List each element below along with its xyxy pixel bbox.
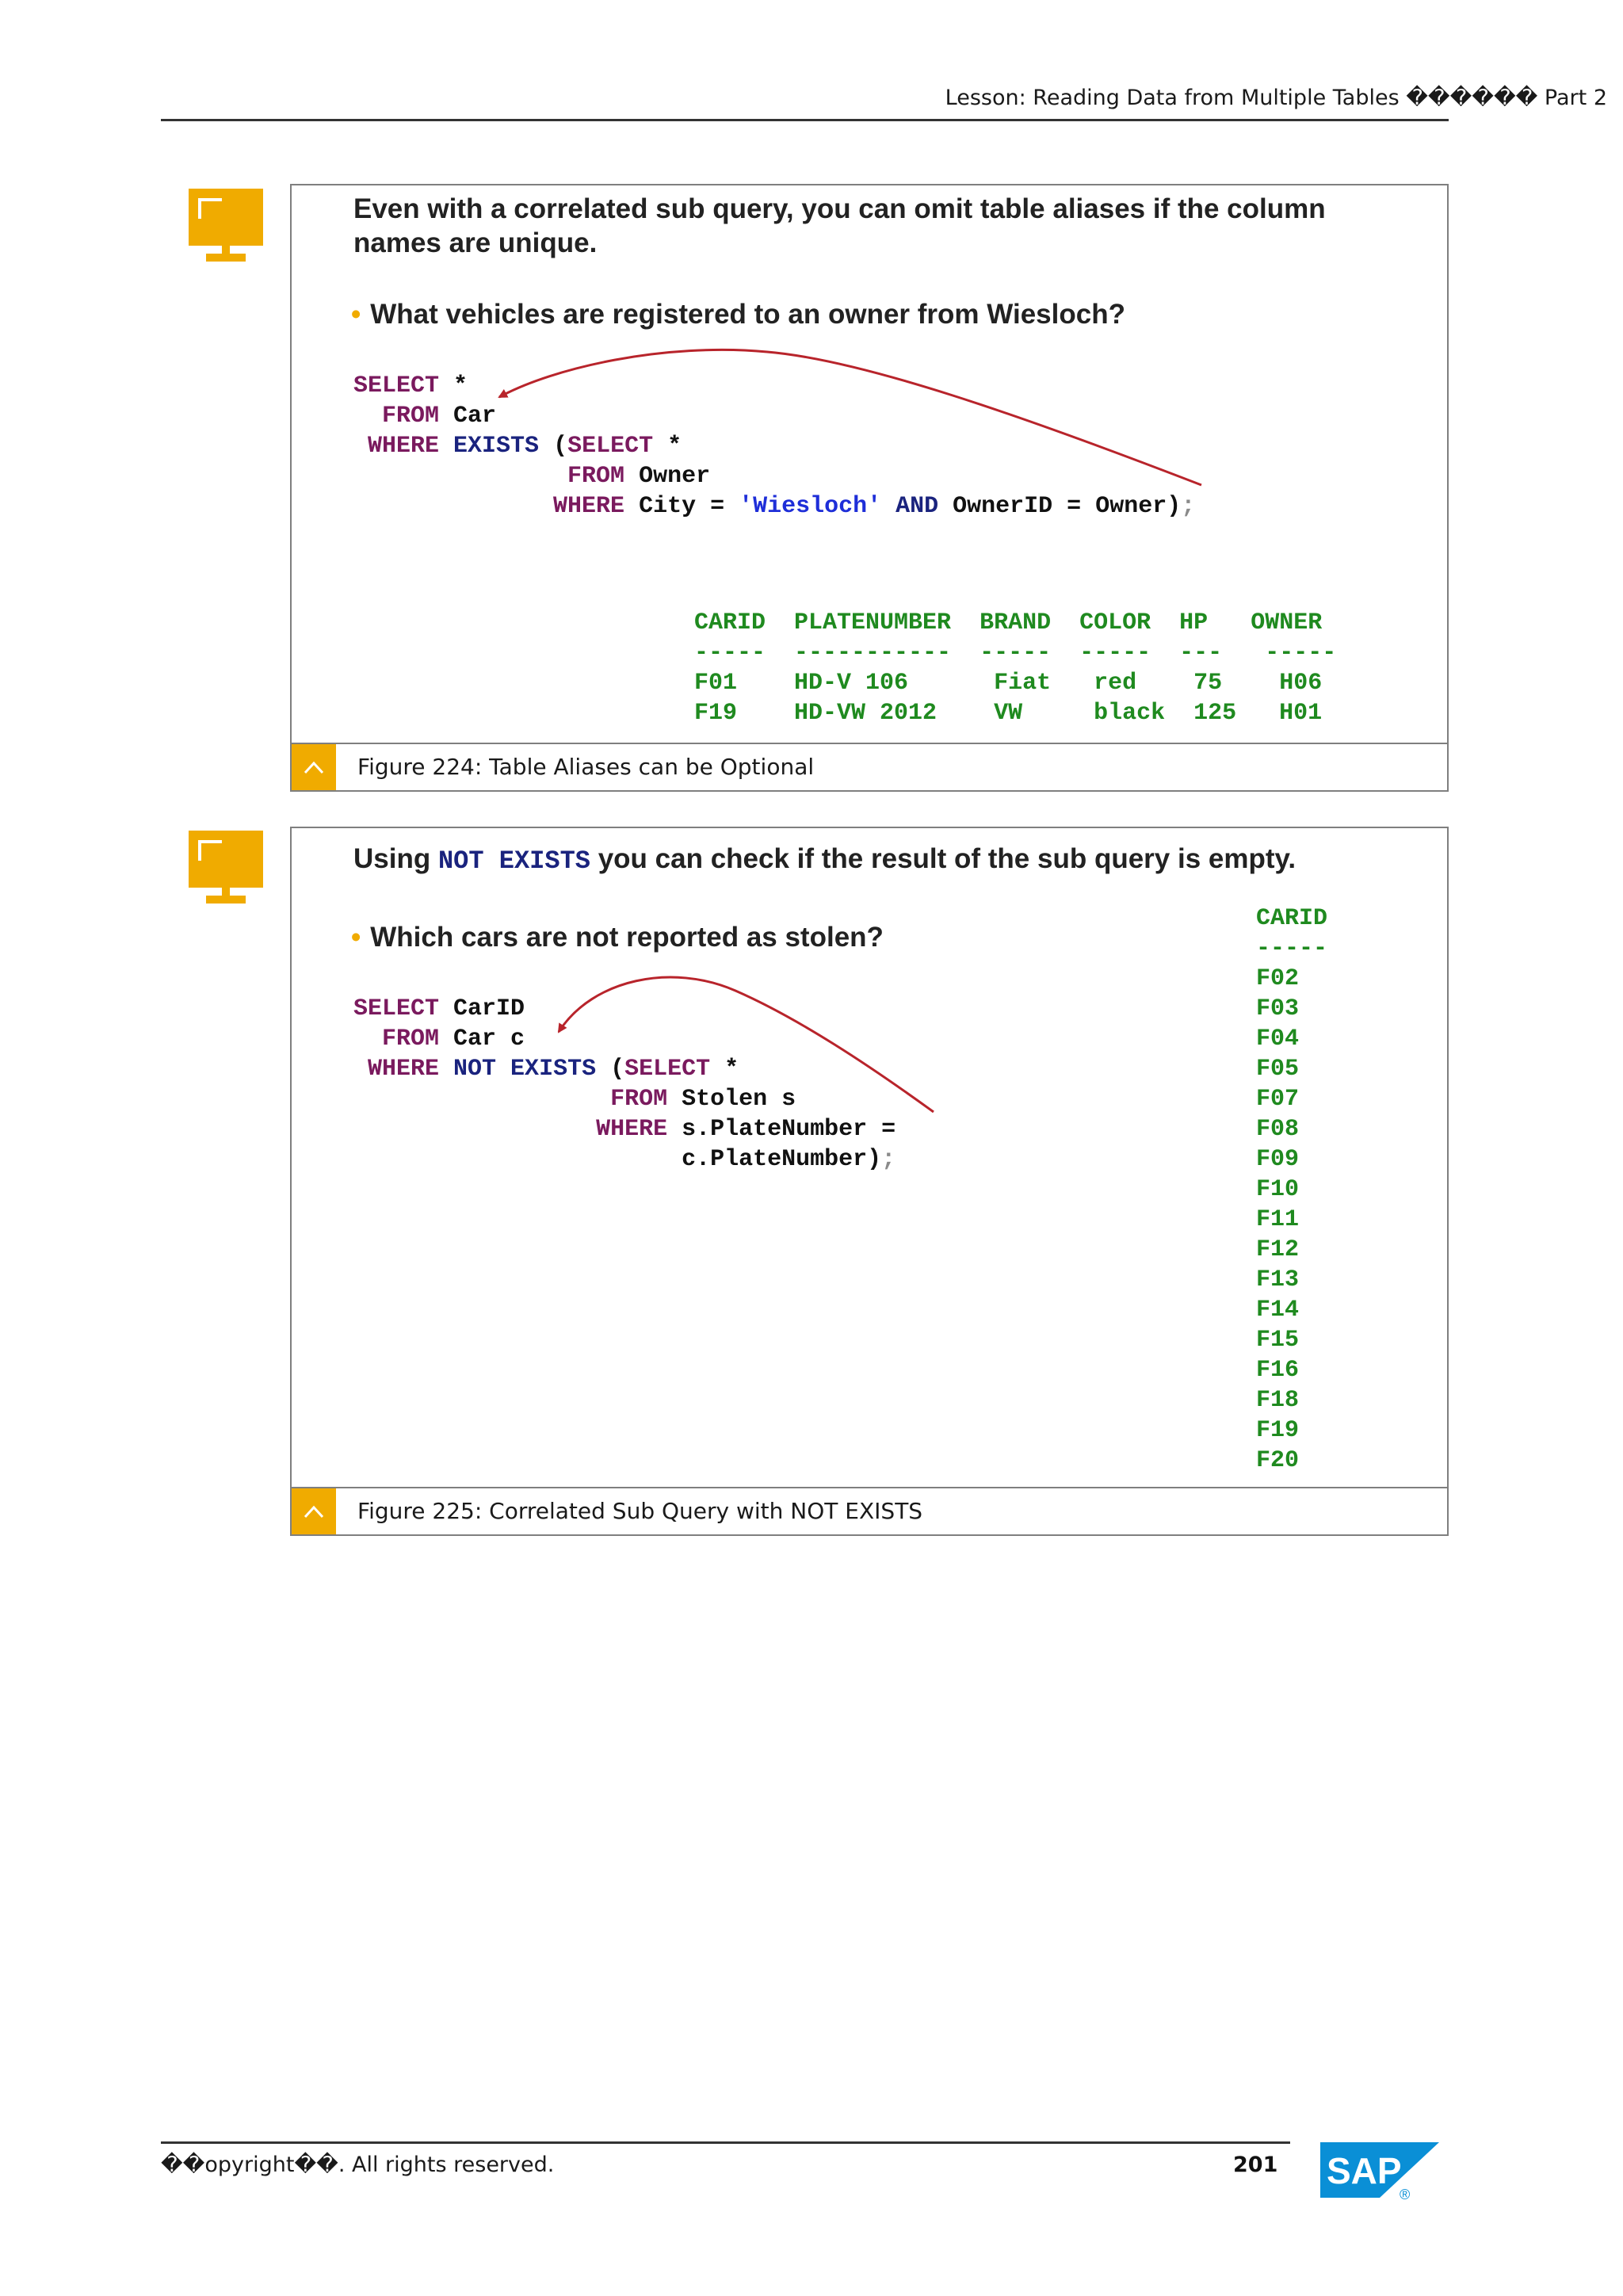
figure-225-caption	[292, 1487, 1447, 1534]
sql-text: Car	[439, 403, 497, 430]
table-cell: F05	[1256, 1056, 1300, 1083]
slide-heading-line1: Even with a correlated sub query, you can omit table aliases if the column	[353, 193, 1326, 224]
table-cell: F02	[1256, 965, 1300, 992]
figure-224-caption	[292, 743, 1447, 790]
bullet-dot: •	[351, 922, 361, 953]
sql-keyword: EXISTS	[453, 433, 540, 460]
sql-keyword: FROM	[382, 1026, 440, 1052]
result-separator-row	[694, 640, 1336, 667]
table-cell: F20	[1256, 1447, 1300, 1474]
column-header: CARID	[694, 609, 766, 636]
header-divider	[161, 119, 1449, 121]
table-cell: F15	[1256, 1327, 1300, 1354]
sql-text: Owner	[624, 463, 711, 490]
sql-text: *	[710, 1056, 739, 1083]
table-cell: F19	[1256, 1417, 1300, 1444]
sql-keyword: FROM	[567, 463, 625, 490]
result-table	[694, 608, 1336, 728]
sql-keyword: NOT EXISTS	[453, 1056, 597, 1083]
result-header-row	[694, 609, 1322, 636]
column-header: BRAND	[980, 609, 1052, 636]
collapse-caption-button[interactable]	[292, 1488, 336, 1534]
separator: -----	[694, 640, 766, 667]
table-cell: F12	[1256, 1236, 1300, 1263]
sap-logo-text: SAP	[1327, 2150, 1402, 2191]
column-header: PLATENUMBER	[794, 609, 952, 636]
table-cell: 125	[1193, 700, 1237, 727]
column-header: CARID	[1256, 905, 1328, 932]
sql-text: c.PlateNumber)	[682, 1146, 882, 1173]
chevron-up-icon	[292, 744, 336, 790]
figure-224-slide	[292, 185, 1447, 744]
table-cell: HD-VW 2012	[794, 700, 938, 727]
table-cell: HD-V 106	[794, 670, 909, 697]
sql-text: *	[439, 372, 468, 399]
table-cell: F10	[1256, 1176, 1300, 1203]
footer-divider	[161, 2141, 1290, 2144]
table-cell: F04	[1256, 1026, 1300, 1052]
result-column-carid	[1256, 904, 1327, 1476]
sql-keyword: WHERE	[368, 433, 440, 460]
table-cell: F01	[694, 670, 738, 697]
figure-224	[290, 184, 1449, 792]
sql-text: (	[539, 433, 568, 460]
sql-semicolon: ;	[1181, 493, 1196, 520]
separator: ---	[1179, 640, 1223, 667]
table-cell: VW	[994, 700, 1023, 727]
collapse-caption-button[interactable]	[292, 744, 336, 790]
table-cell: black	[1094, 700, 1166, 727]
sql-keyword: FROM	[382, 403, 440, 430]
sql-text: s.PlateNumber =	[667, 1116, 896, 1143]
table-cell: Fiat	[994, 670, 1052, 697]
page-header-title: Lesson: Reading Data from Multiple Tables ������ Part 2	[945, 86, 1607, 110]
table-cell: F19	[694, 700, 738, 727]
sql-keyword: SELECT	[567, 433, 654, 460]
sql-keyword: WHERE	[368, 1056, 440, 1083]
figure-225-slide	[292, 828, 1447, 1488]
bullet-text: Which cars are not reported as stolen?	[370, 922, 884, 953]
page-number: 201	[1233, 2153, 1278, 2177]
bullet-dot: •	[351, 299, 361, 330]
table-cell: 75	[1193, 670, 1223, 697]
heading-text: Using	[353, 843, 438, 874]
sql-keyword: WHERE	[596, 1116, 668, 1143]
sql-keyword: WHERE	[553, 493, 625, 520]
sql-string: 'Wiesloch'	[739, 493, 882, 520]
table-cell: F07	[1256, 1086, 1300, 1113]
sql-keyword: SELECT	[353, 995, 440, 1022]
separator: -----------	[794, 640, 952, 667]
table-cell: H01	[1279, 700, 1323, 727]
table-cell: F13	[1256, 1266, 1300, 1293]
figure-caption-text: Figure 225: Correlated Sub Query with NOT EXISTS	[357, 1498, 923, 1524]
table-row	[694, 700, 1322, 727]
table-cell: F08	[1256, 1116, 1300, 1143]
column-header: OWNER	[1251, 609, 1323, 636]
table-cell: F18	[1256, 1387, 1300, 1414]
table-cell: H06	[1279, 670, 1323, 697]
table-cell: F11	[1256, 1206, 1300, 1233]
sql-text: CarID	[439, 995, 525, 1022]
bullet-text: What vehicles are registered to an owner from Wiesloch?	[370, 299, 1125, 330]
heading-text: you can check if the result of the sub query is empty.	[590, 843, 1296, 874]
sql-keyword: SELECT	[624, 1056, 711, 1083]
sql-keyword: SELECT	[353, 372, 440, 399]
table-cell: F09	[1256, 1146, 1300, 1173]
column-header: HP	[1179, 609, 1209, 636]
sql-semicolon: ;	[881, 1146, 896, 1173]
figure-caption-text: Figure 224: Table Aliases can be Optional	[357, 754, 815, 780]
sap-logo	[1320, 2142, 1439, 2202]
heading-code: NOT EXISTS	[437, 846, 590, 876]
column-header: COLOR	[1079, 609, 1151, 636]
table-cell: F03	[1256, 995, 1300, 1022]
presentation-monitor-icon	[187, 829, 265, 907]
sql-text: Stolen s	[667, 1086, 796, 1113]
sql-text: *	[653, 433, 682, 460]
separator: -----	[1265, 640, 1337, 667]
sql-text: OwnerID = Owner)	[938, 493, 1182, 520]
table-row	[694, 670, 1322, 697]
table-cell: red	[1094, 670, 1137, 697]
figure-225	[290, 827, 1449, 1536]
separator: -----	[1079, 640, 1151, 667]
sql-text: Car c	[439, 1026, 525, 1052]
table-cell: F16	[1256, 1357, 1300, 1384]
copyright-notice: ��opyright��. All rights reserved.	[161, 2153, 555, 2177]
sql-keyword: FROM	[610, 1086, 668, 1113]
presentation-monitor-icon	[187, 187, 265, 265]
chevron-up-icon	[292, 1488, 336, 1534]
sql-text: (	[596, 1056, 625, 1083]
sql-text: City =	[624, 493, 739, 520]
registered-mark: ®	[1400, 2187, 1411, 2202]
table-cell: F14	[1256, 1297, 1300, 1324]
separator: -----	[980, 640, 1052, 667]
sql-keyword: AND	[896, 493, 939, 520]
slide-heading-line2: names are unique.	[353, 227, 598, 258]
separator: -----	[1256, 935, 1328, 962]
